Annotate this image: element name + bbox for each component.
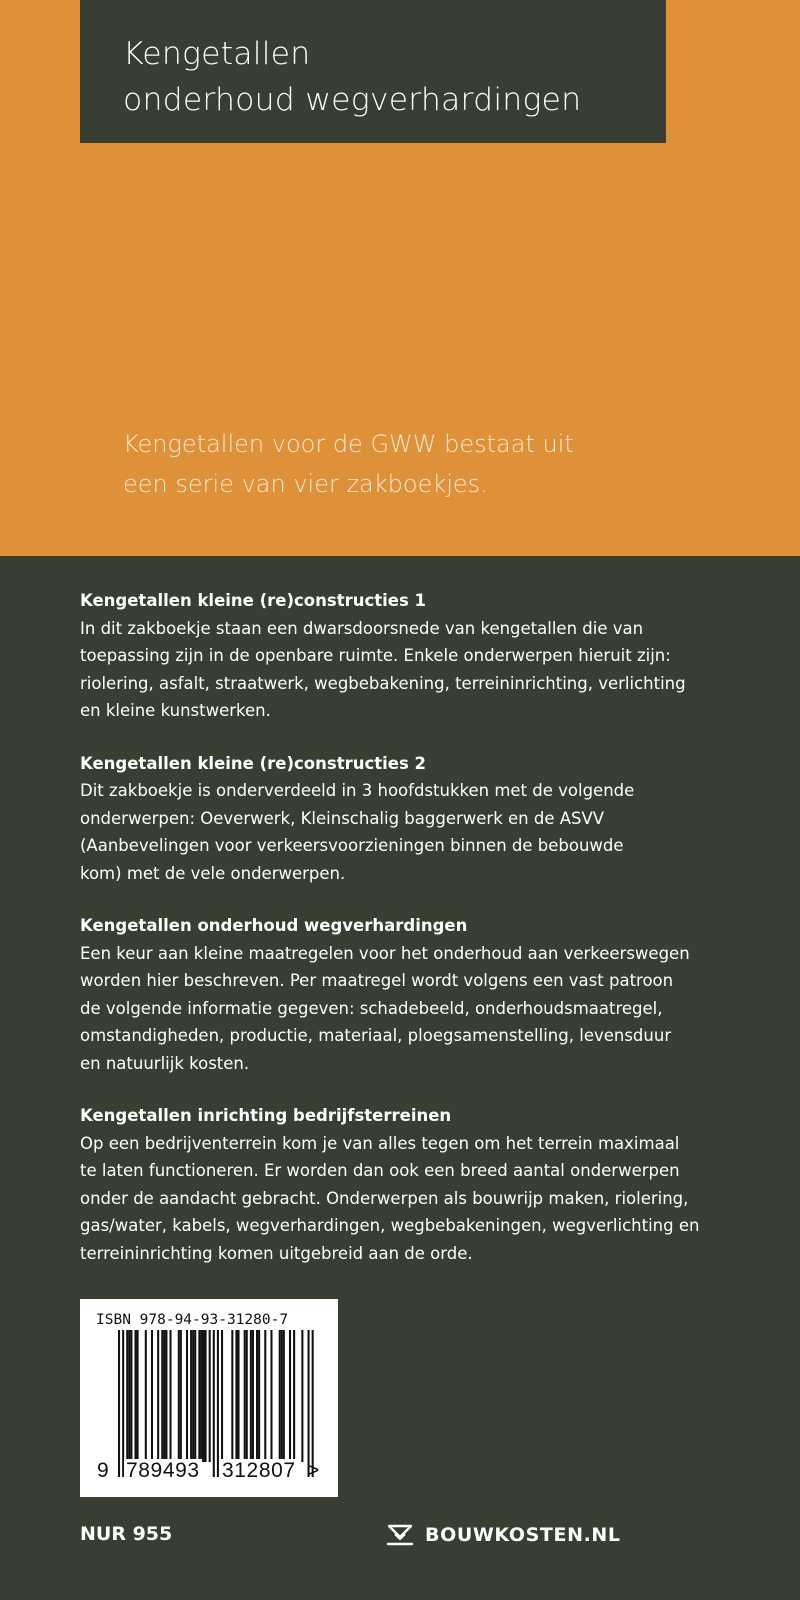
barcode-bar — [258, 1330, 260, 1462]
series-book-description: In dit zakboekje staan een dwarsdoorsnede van kengetallen die van toepassing zijn in de openbare ruimte. Enkele onderwerpen hieruit zijn: riolering, asfalt, straatwerk, wegbebakening, terreininrichting, verlichting en kleine kunstwerken. — [80, 618, 686, 720]
barcode-bar — [198, 1330, 200, 1462]
barcode-bar — [279, 1330, 281, 1462]
barcode-bar — [130, 1330, 132, 1462]
nur-code: NUR 955 — [80, 1523, 173, 1545]
barcode-bar — [186, 1330, 188, 1462]
barcode-bar — [231, 1330, 233, 1462]
series-book-description: Een keur aan kleine maatregelen voor het onderhoud aan verkeerswegen worden hier beschreven. Per maatregel wordt volgens een vast patroon de volgende informatie gegeven: schadebeeld, onderhoudsmaatregel, omstandigheden, productie, materiaal, ploegsamenstelling, levensduur en natuurlijk kosten. — [80, 943, 690, 1073]
series-book-3 — [80, 912, 780, 1077]
publisher-brand — [386, 1521, 621, 1549]
series-book-description: Op een bedrijventerrein kom je van alles tegen om het terrein maximaal te laten functioneren. Er worden dan ook een breed aantal onderwerpen onder de aandacht gebracht. Onderwerpen als bouwrijp maken, riolering, gas/water, kabels, wegverhardingen, wegbebakeningen, wegverlichting en terreininrichting komen uitgebreid aan de orde. — [80, 1133, 700, 1263]
barcode-bar — [192, 1330, 194, 1462]
barcode-digits-right: 312807 — [222, 1459, 296, 1482]
series-book-heading: Kengetallen inrichting bedrijfsterreinen — [80, 1106, 452, 1125]
barcode-guard-bar — [312, 1330, 314, 1477]
barcode-bar — [235, 1330, 237, 1462]
barcode-bar — [244, 1330, 246, 1462]
barcode-bar — [250, 1330, 252, 1462]
barcode-bar — [221, 1330, 223, 1462]
barcode-bar — [256, 1330, 258, 1462]
barcode-bar — [161, 1330, 163, 1462]
barcode-digit-first: 9 — [97, 1459, 109, 1482]
series-description — [80, 587, 780, 1292]
bouwkosten-logo-icon — [386, 1522, 414, 1548]
barcode-bar — [289, 1330, 291, 1462]
barcode-bar — [209, 1330, 211, 1462]
orange-cover-panel — [0, 0, 800, 556]
series-book-heading: Kengetallen onderhoud wegverhardingen — [80, 916, 468, 935]
tagline-line-2: een serie van vier zakboekjes. — [123, 470, 488, 498]
barcode-bar — [137, 1330, 139, 1462]
barcode-bar — [134, 1330, 136, 1462]
barcode-guard-bar — [118, 1330, 120, 1477]
barcode-guard-bar — [217, 1330, 219, 1477]
book-title-line-1: Kengetallen — [123, 36, 311, 72]
barcode-guard-bar — [213, 1330, 215, 1477]
tagline-line-1: Kengetallen voor de GWW bestaat uit — [123, 430, 574, 458]
barcode-bar — [194, 1330, 196, 1462]
isbn-label: ISBN 978-94-93-31280-7 — [96, 1312, 289, 1328]
barcode-bar — [237, 1330, 239, 1462]
barcode-guard-bar — [122, 1330, 124, 1477]
barcode-bar — [252, 1330, 254, 1462]
barcode-bar — [205, 1330, 207, 1462]
series-tagline — [123, 424, 574, 504]
book-title-line-2: onderhoud wegverhardingen — [123, 82, 582, 118]
barcode-bar — [283, 1330, 285, 1462]
title-box — [80, 0, 666, 143]
series-book-description: Dit zakboekje is onderverdeeld in 3 hoofdstukken met de volgende onderwerpen: Oeverwerk, Kleinschalig baggerwerk en de ASVV (Aanbevelingen voor verkeersvoorzieningen binnen de bebouwde kom) met de vele onderwerpen. — [80, 781, 635, 883]
barcode-bar — [157, 1330, 159, 1462]
barcode-bar — [190, 1330, 192, 1462]
barcode-digits-left: 789493 — [126, 1459, 200, 1482]
series-book-heading: Kengetallen kleine (re)constructies 1 — [80, 591, 427, 610]
publisher-name: BOUWKOSTEN.NL — [425, 1524, 621, 1546]
series-book-heading: Kengetallen kleine (re)constructies 2 — [80, 753, 427, 773]
barcode-bar — [200, 1330, 202, 1462]
barcode-bar — [126, 1330, 128, 1462]
barcode-bar — [301, 1330, 303, 1462]
barcode-bar — [281, 1330, 283, 1462]
barcode-bar — [264, 1330, 266, 1462]
barcode-bar — [145, 1330, 147, 1462]
barcode-bar — [293, 1330, 295, 1462]
barcode-bar — [202, 1330, 204, 1462]
barcode-bar — [270, 1330, 272, 1462]
barcode-bar — [170, 1330, 172, 1462]
barcode-end-mark: > — [307, 1459, 320, 1482]
barcode-bar — [163, 1330, 165, 1462]
barcode-guard-bar — [308, 1330, 310, 1477]
series-book-2 — [80, 750, 780, 888]
barcode-bar — [165, 1330, 167, 1462]
barcode-bar — [246, 1330, 248, 1462]
isbn-barcode — [80, 1299, 338, 1497]
series-book-1 — [80, 587, 780, 725]
barcode-bar — [180, 1330, 182, 1462]
barcode-bar — [151, 1330, 153, 1462]
barcode-bars — [80, 1299, 338, 1497]
series-book-4 — [80, 1102, 780, 1267]
barcode-bar — [128, 1330, 130, 1462]
barcode-bar — [178, 1330, 180, 1462]
